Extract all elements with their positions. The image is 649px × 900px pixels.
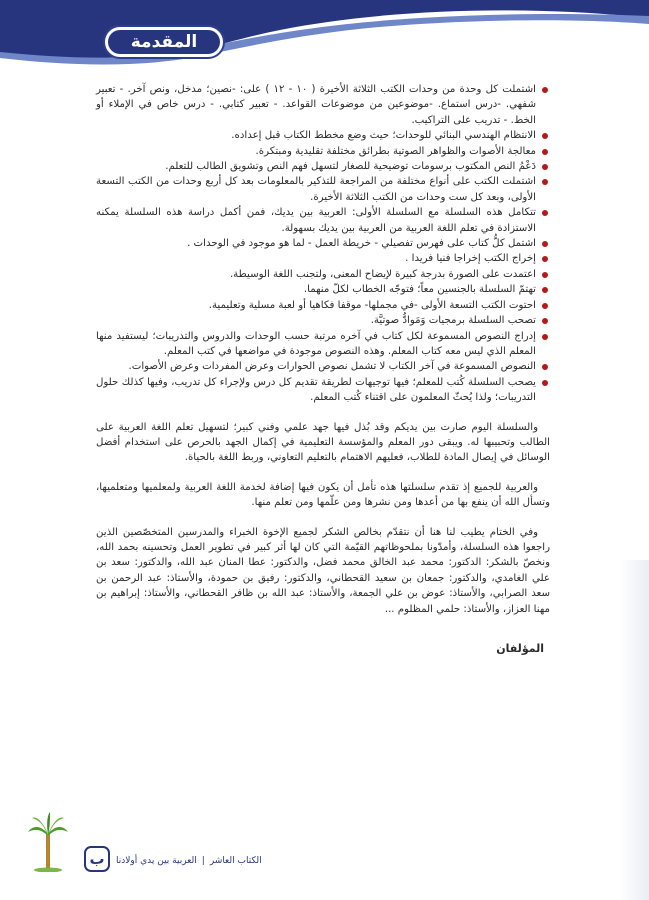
list-item: النصوص المسموعة في آخر الكتاب لا تشمل نصوص الحوارات وعرض المفردات وعرض الأصوات.: [96, 359, 550, 374]
page-number: ب: [84, 846, 110, 872]
main-content: [96, 82, 550, 656]
paragraph: وفي الختام يطيب لنا هنا أن نتقدّم بخالص الشكر لجميع الإخوة الخبراء والمدرسين المتخصّصين الذين راجعوا هذه السلسلة، وأمدّونا بملحوظاتهم القيّمة التي كان لها أثر كبير في تطوير العمل وتحسينه بحمد الله، ونخصّ بالشكر: الدكتور: محمد عبد الخالق محمد فضل، والدكتور: عطا المنان عبد الله، والدكتور: سعد بن علي الغامدي، والدكتور: جمعان بن سعيد القحطاني، والدكتور: رفيق بن حمودة، والأستاذ: عبد الرحمن بن سعد الصرابي، والأستاذ: عوض بن علي الجمعة، والأستاذ: عبد الله بن ظافر القحطاني، والأستاذ: إبراهيم بن مهنا العزاز، والأستاذ: حلمي المظلوم ...: [96, 526, 550, 615]
list-item: تصحب السلسلة برمجيات وَمَوادُّ صوتيَّة.: [96, 313, 550, 328]
list-item: احتوت الكتب التسعة الأولى -في مجملها- موقفا فكاهيا أو لعبة مسلية وتعليمية.: [96, 298, 550, 313]
features-list: [96, 82, 550, 406]
list-item: تتكامل هذه السلسلة مع السلسلة الأولى: العربية بين يديك، فمن أكمل دراسة هذه السلسلة يمكنه الاستزادة في تعلم اللغة العربية من العربية بين يديك بسهولة.: [96, 205, 550, 236]
top-band: [0, 0, 649, 70]
list-item: تهتمّ السلسلة بالجنسين معاً؛ فتوجّه الخطاب لكلّ منهما.: [96, 282, 550, 297]
paragraph: والسلسلة اليوم صارت بين يديكم وقد بُذل فيها جهد علمي وفني كبير؛ لتسهيل تعلم اللغة العربية على الطالب وتحبيبها له. ويبقى دور المعلم والمؤسسة التعليمية في إكمال الجهد بالحرص على استخدام أفضل الوسائل في إيصال المادة للطلاب، فعليهم الاهتمام بالتعليم التعاوني، وربط اللغة بالحياة.: [96, 421, 550, 464]
title-pill: [103, 25, 225, 59]
footer-book-part: الكتاب العاشر: [209, 856, 262, 866]
page-title: المقدمة: [108, 30, 220, 54]
authors-signature: المؤلفان: [496, 642, 544, 655]
list-item: اعتمدت على الصورة بدرجة كبيرة لإيضاح المعنى، ولتجنب اللغة الوسيطة.: [96, 267, 550, 282]
list-item: الانتظام الهندسي البنائي للوحدات؛ حيث وضع مخطط الكتاب قبل إعداده.: [96, 128, 550, 143]
paragraph: والعربية للجميع إذ تقدم سلسلتها هذه تأمل أن يكون فيها إضافة لخدمة اللغة العربية ولمعلميها ومتعلميها، وتسأل الله أن ينفع بها من أعدها ومن نشرها ومن علّمها ومن تعلم منها.: [96, 481, 550, 509]
list-item: اشتملت الكتب على أنواع مختلفة من المراجعة للتذكير بالمعلومات بعد كل أربع وحدات من الكتب التسعة الأولى، وبعد كل ست وحدات من الكتب الثلاثة الأخيرة.: [96, 174, 550, 205]
palm-tree-icon: [28, 812, 68, 872]
list-item: اشتمل كلُّ كتاب على فهرس تفصيلي - خريطة العمل - لما هو موجود في الوحدات .: [96, 236, 550, 251]
list-item: معالجة الأصوات والظواهر الصوتية بطرائق مختلفة تقليدية ومبتكرة.: [96, 144, 550, 159]
list-item: اشتملت كل وحدة من وحدات الكتب الثلاثة الأخيرة ( ١٠ - ١٢ ) على: -نصين؛ مدخل، ونص آخر. - تعبير شفهي. -درس استماع. -موضوعين من موضوعات القواعد. - تعبير كتابي. - درس خاص في الإملاء أو الخط. - تدريب على التراكيب.: [96, 82, 550, 128]
footer-book-title: العربية بين يدي أولادنا: [116, 856, 197, 866]
list-item: دَعْمُ النص المكتوب برسومات توضيحية للصغار لتسهل فهم النص وتشويق الطالب للتعلم.: [96, 159, 550, 174]
side-fade: [619, 560, 649, 900]
list-item: يصحب السلسلة كُتب للمعلم؛ فيها توجيهات لطريقة تقديم كل درس ولإجراء كل تدريب، وفيها كذلك حلول التدريبات؛ ولذا يُحثّ المعلمون على اقتناء كُتب المعلم.: [96, 375, 550, 406]
list-item: إدراج النصوص المسموعة لكل كتاب في آخره مرتبة حسب الوحدات والدروس والتدريبات؛ ليستفيد منها المعلم الذي ليس معه كتاب المعلم. وهذه النصوص موجودة في مواضعها في كتب المعلم.: [96, 329, 550, 360]
list-item: إخراج الكتب إخراجا فنيا فريدا .: [96, 251, 550, 266]
footer: [28, 812, 348, 872]
footer-separator: |: [201, 856, 205, 866]
footer-book-info: [116, 856, 316, 866]
